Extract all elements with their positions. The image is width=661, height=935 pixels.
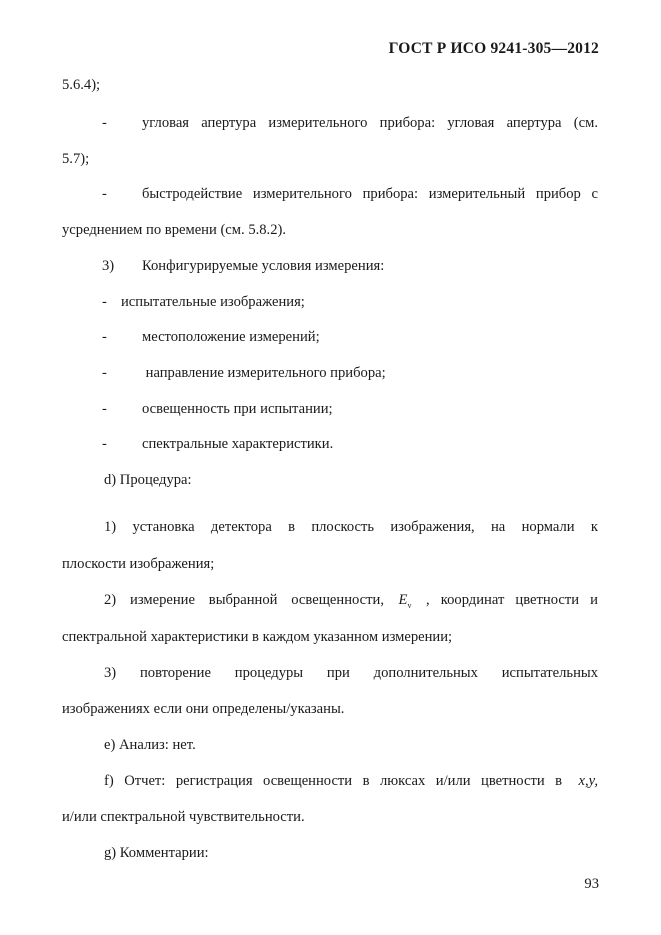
illuminance-symbol [399,591,412,615]
list-item [62,400,598,418]
list-number: 3) [102,258,115,274]
paragraph-text: f) Отчет: регистрация освещенности в люксах и/или цветности в [104,773,562,789]
standard-header: ГОСТ Р ИСО 9241-305—2012 [388,40,599,57]
list-item [62,364,598,382]
paragraph-line: 1) установка детектора в плоскость изображения, на нормали к [104,519,598,535]
list-item-text: угловая апертура измерительного прибора: угловая апертура (см. [142,115,598,131]
list-item-text: спектральные характеристики. [142,436,334,452]
list-item-text: освещенность при испытании; [142,401,333,417]
list-item [62,257,598,275]
list-dash: - [102,294,107,310]
list-item-text: Конфигурируемые условия измерения: [142,258,385,274]
section-heading: d) Процедура: [104,472,192,488]
paragraph-line: плоскости изображения; [62,556,215,572]
list-dash: - [102,401,107,417]
list-item [62,435,598,453]
list-dash: - [102,436,107,452]
paragraph-line: 3) повторение процедуры при дополнительных испытательных [104,665,598,681]
list-item [62,293,598,311]
section-heading: g) Комментарии: [104,845,209,861]
list-item [62,114,598,132]
section-heading: e) Анализ: нет. [104,737,196,753]
text-line: 5.7); [62,151,90,167]
list-item [62,328,598,346]
list-item-text: испытательные изображения; [121,294,305,310]
paragraph-text: 2) измерение выбранной освещенности, [104,592,384,608]
text-line: усреднением по времени (см. 5.8.2). [62,222,287,238]
symbol-subscript: v [407,600,412,610]
xy-coordinates: x,y, [578,773,598,789]
list-dash: - [102,329,107,345]
text-line: 5.6.4); [62,77,101,93]
paragraph-text: , координат цветности и [425,592,598,608]
paragraph-line: изображениях если они определены/указаны. [62,701,345,717]
list-dash: - [102,186,107,202]
list-item-text: быстродействие измерительного прибора: измерительный прибор с [142,186,598,202]
paragraph-line [104,591,598,615]
paragraph-line: спектральной характеристики в каждом указанном измерении; [62,629,453,645]
list-item-text: направление измерительного прибора; [142,365,386,381]
symbol-letter: E [398,592,408,608]
list-item [62,185,598,203]
list-item-text: местоположение измерений; [142,329,320,345]
list-dash: - [102,115,107,131]
list-dash: - [102,365,107,381]
paragraph-line [104,772,598,790]
page-number: 93 [584,876,599,892]
paragraph-line: и/или спектральной чувствительности. [62,809,305,825]
